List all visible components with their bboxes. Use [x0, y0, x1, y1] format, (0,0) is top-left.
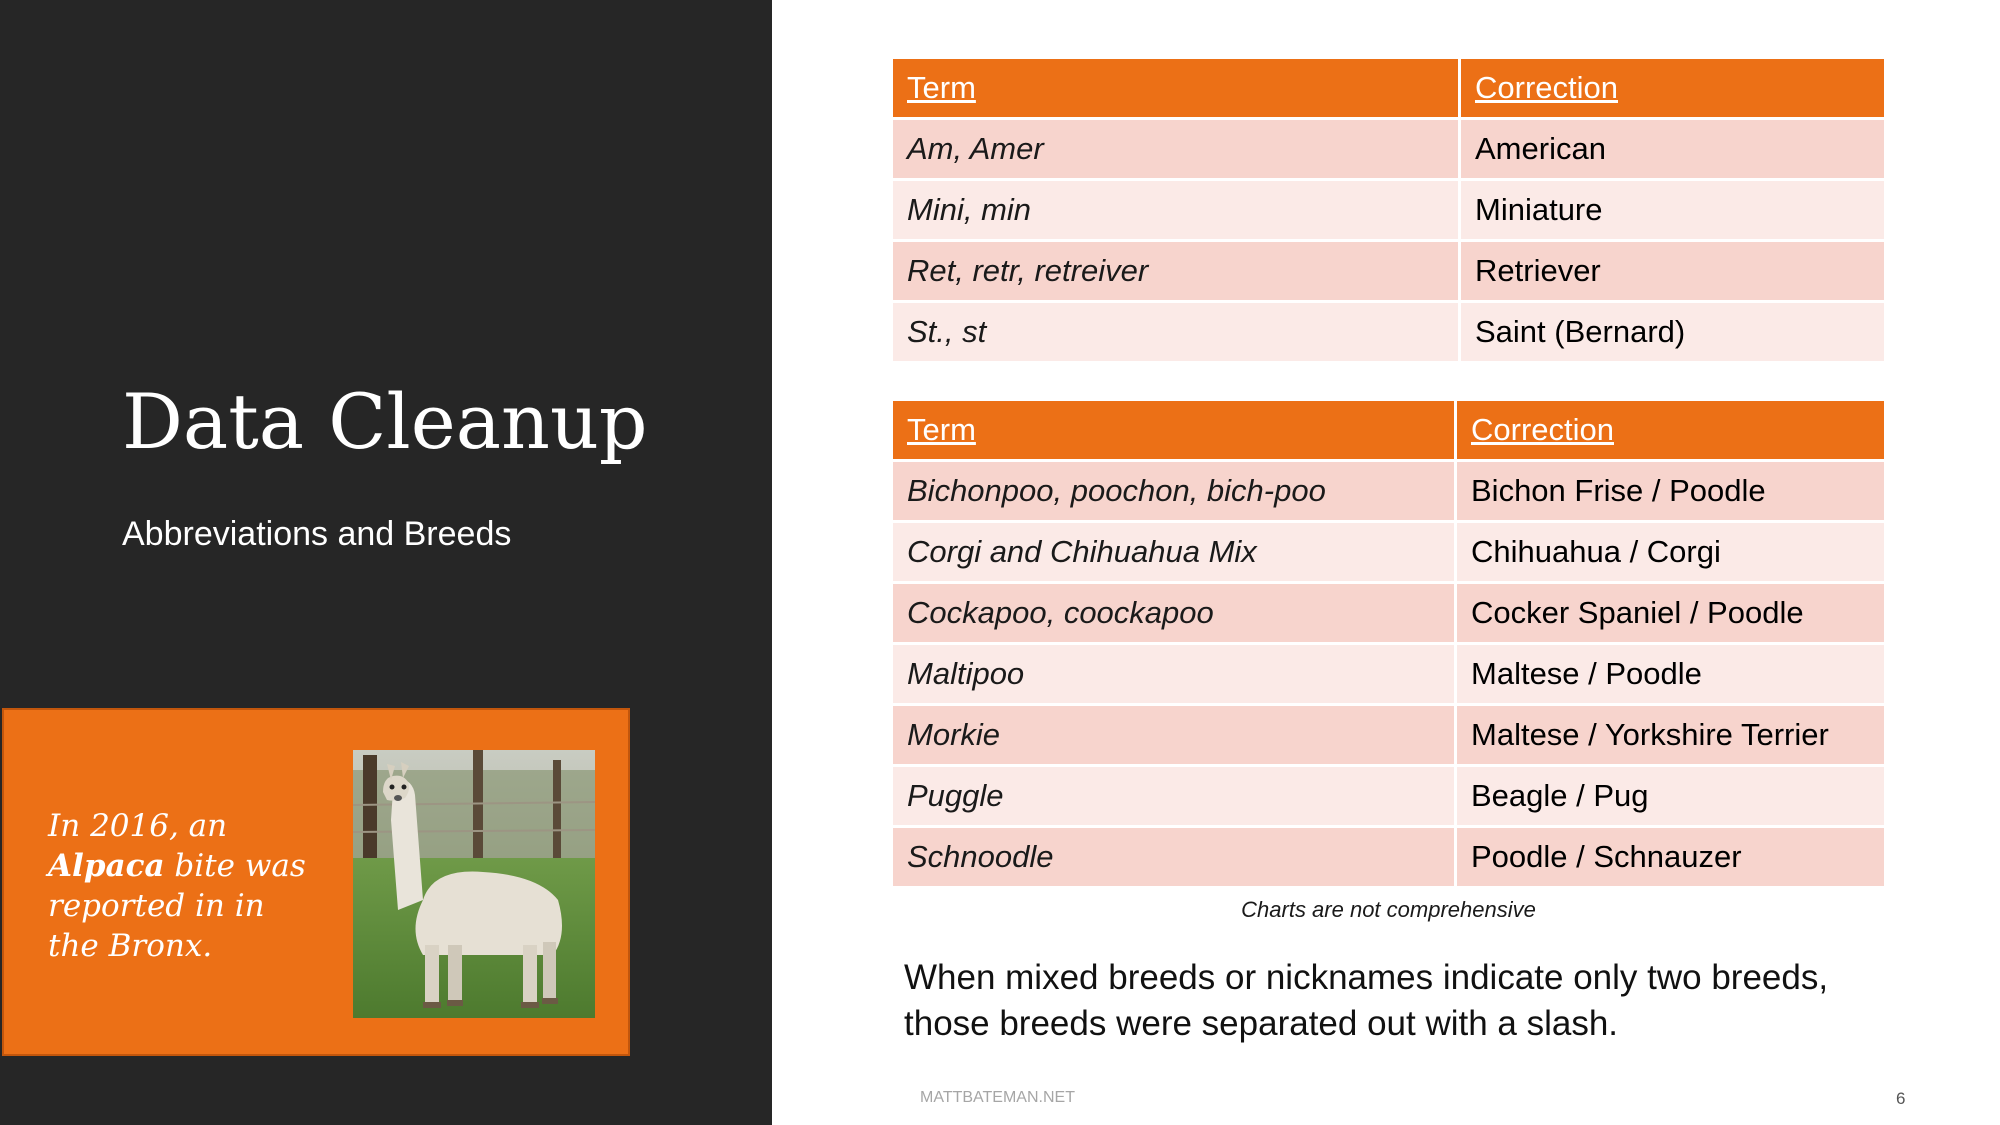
table-row: [892, 827, 1886, 888]
callout-text-start: In 2016, an: [48, 808, 228, 844]
footer-site: MATTBATEMAN.NET: [920, 1089, 1075, 1106]
term-cell: Ret, retr, retreiver: [892, 241, 1460, 302]
left-panel: [0, 0, 772, 1125]
term-cell: Maltipoo: [892, 644, 1456, 705]
slide-title: Data Cleanup: [122, 377, 648, 466]
table-row: [892, 644, 1886, 705]
header-correction: Correction: [1456, 400, 1886, 461]
footnote: Charts are not comprehensive: [1241, 897, 1536, 922]
explanation-note: When mixed breeds or nicknames indicate only two breeds, those breeds were separated out with a slash.: [904, 958, 1829, 1043]
table-row: [892, 302, 1886, 363]
callout-text-bold: Alpaca: [48, 848, 165, 884]
header-correction: Correction: [1460, 58, 1886, 119]
correction-cell: Miniature: [1460, 180, 1886, 241]
term-cell: Bichonpoo, poochon, bich-poo: [892, 461, 1456, 522]
term-cell: St., st: [892, 302, 1460, 363]
correction-cell: Cocker Spaniel / Poodle: [1456, 583, 1886, 644]
correction-cell: Chihuahua / Corgi: [1456, 522, 1886, 583]
correction-cell: Maltese / Poodle: [1456, 644, 1886, 705]
term-cell: Cockapoo, coockapoo: [892, 583, 1456, 644]
header-term: Term: [892, 58, 1460, 119]
header-term: Term: [892, 400, 1456, 461]
correction-cell: Saint (Bernard): [1460, 302, 1886, 363]
table-row: [892, 119, 1886, 180]
table-row: [892, 705, 1886, 766]
correction-cell: Maltese / Yorkshire Terrier: [1456, 705, 1886, 766]
term-cell: Mini, min: [892, 180, 1460, 241]
table-row: [892, 522, 1886, 583]
abbreviations-table: [890, 56, 1887, 364]
slide-subtitle: Abbreviations and Breeds: [122, 515, 512, 553]
page-number: 6: [1896, 1089, 1906, 1108]
correction-cell: Beagle / Pug: [1456, 766, 1886, 827]
callout-text-end: bite was reported in in the Bronx.: [48, 848, 306, 964]
term-cell: Schnoodle: [892, 827, 1456, 888]
term-cell: Am, Amer: [892, 119, 1460, 180]
callout-text: [48, 806, 318, 966]
table-header-row: [892, 58, 1886, 119]
correction-cell: American: [1460, 119, 1886, 180]
correction-cell: Bichon Frise / Poodle: [1456, 461, 1886, 522]
correction-cell: Retriever: [1460, 241, 1886, 302]
term-cell: Corgi and Chihuahua Mix: [892, 522, 1456, 583]
table-row: [892, 766, 1886, 827]
alpaca-callout-box: [2, 708, 630, 1056]
table-row: [892, 461, 1886, 522]
alpaca-photo: [353, 750, 595, 1018]
table-header-row: [892, 400, 1886, 461]
table-row: [892, 180, 1886, 241]
term-cell: Puggle: [892, 766, 1456, 827]
correction-cell: Poodle / Schnauzer: [1456, 827, 1886, 888]
breeds-table: [890, 398, 1887, 889]
table-row: [892, 241, 1886, 302]
table-row: [892, 583, 1886, 644]
term-cell: Morkie: [892, 705, 1456, 766]
